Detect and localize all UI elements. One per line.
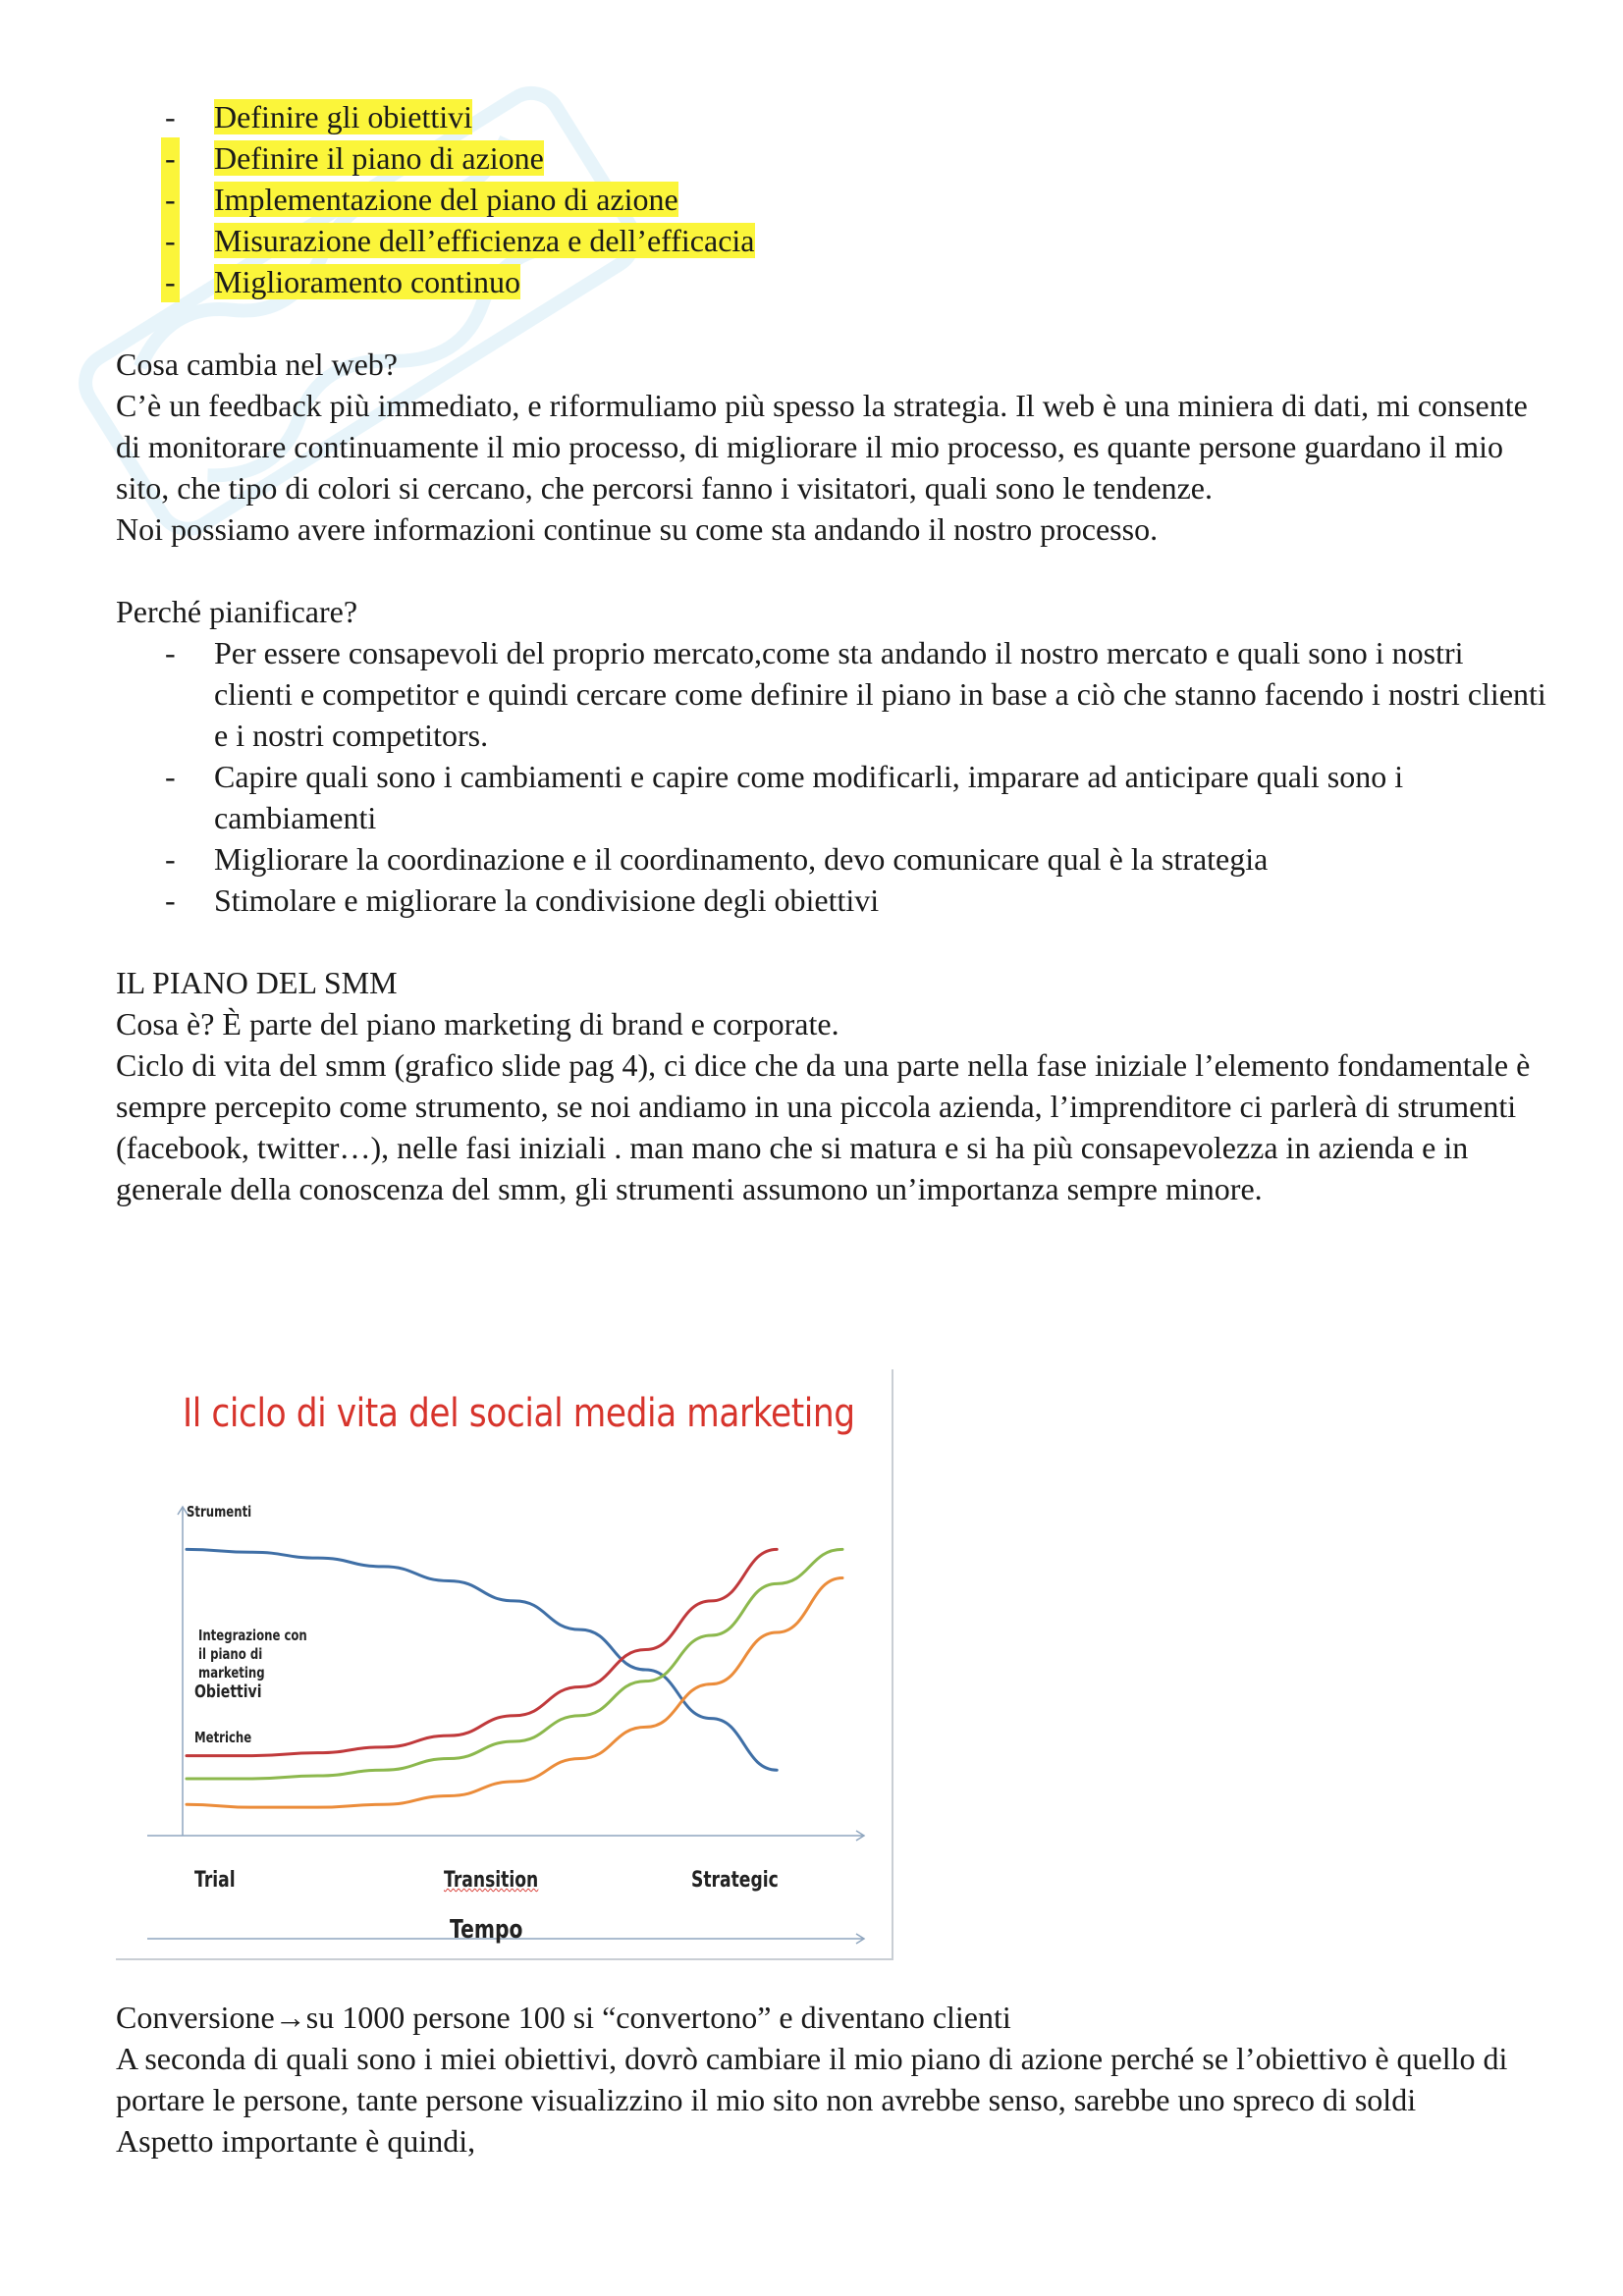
- list-item: [116, 137, 1549, 179]
- conversion-section: [116, 1997, 1549, 2162]
- plan-question: Perché pianificare?: [116, 594, 358, 629]
- x-tick-label: Transition: [444, 1868, 539, 1893]
- list-item: [116, 179, 1549, 220]
- step-text: Misurazione dell’efficienza e dell’efficacia: [214, 223, 755, 258]
- bullet-dash: -: [165, 882, 176, 918]
- bullet-dash: -: [165, 635, 176, 670]
- series-line-3: [187, 1578, 842, 1808]
- step-text: Miglioramento continuo: [214, 264, 520, 299]
- conversion-line-2: A seconda di quali sono i miei obiettivi, dovrò cambiare il mio piano di azione perché se l’obiettivo è quello di portare le persone, tante persone visualizzino il mio sito non avrebbe senso, sarebbe uno spreco di soldi: [116, 2041, 1508, 2117]
- bullet-dash: -: [165, 99, 176, 134]
- smm-line-2: Ciclo di vita del smm (grafico slide pag 4), ci dice che da una parte nella fase iniziale l’elemento fondamentale è sempre percepito come strumento, se noi andiamo in una piccola azienda, l’imprenditore ci parlerà di strumenti (facebook, twitter…), nelle fasi iniziali . man mano che si matura e si ha più consapevolezza in azienda e in generale della conoscenza del smm, gli strumenti assumono un’importanza sempre minore.: [116, 1047, 1531, 1206]
- steps-section: [116, 96, 1549, 1209]
- x-tick-label: Strategic: [691, 1868, 779, 1893]
- smm-heading: IL PIANO DEL SMM: [116, 965, 398, 1000]
- x-tick-label: Trial: [194, 1868, 236, 1893]
- x-axis-label: Tempo: [450, 1915, 523, 1945]
- chart-title: Il ciclo di vita del social media marketing: [183, 1391, 855, 1436]
- legend-label-integrazione: Integrazione con il piano di marketing: [198, 1627, 307, 1682]
- step-text: Definire gli obiettivi: [214, 99, 473, 134]
- arrow-right-icon: →: [274, 2000, 306, 2035]
- legend-label-obiettivi: Obiettivi: [194, 1682, 262, 1702]
- smm-line-1: Cosa è? È parte del piano marketing di brand e corporate.: [116, 1006, 839, 1041]
- list-item: [116, 632, 1549, 756]
- plan-item-text: Stimolare e migliorare la condivisione degli obiettivi: [214, 882, 880, 918]
- bullet-dash: -: [165, 759, 176, 794]
- legend-label-strumenti: Strumenti: [187, 1503, 252, 1521]
- bullet-dash: -: [161, 179, 180, 220]
- web-question: Cosa cambia nel web?: [116, 347, 398, 382]
- bullet-dash: -: [161, 137, 180, 179]
- bullet-dash: -: [165, 841, 176, 877]
- plan-item-text: Migliorare la coordinazione e il coordinamento, devo comunicare qual è la strategia: [214, 841, 1269, 877]
- conversion-line: [116, 1997, 1549, 2038]
- list-item: [116, 880, 1549, 921]
- step-text: Implementazione del piano di azione: [214, 182, 678, 217]
- conversion-rest: su 1000 persone 100 si “convertono” e diventano clienti: [305, 2000, 1011, 2035]
- plan-list: [116, 632, 1549, 921]
- list-item: [116, 220, 1549, 261]
- web-body-2: Noi possiamo avere informazioni continue su come sta andando il nostro processo.: [116, 511, 1159, 547]
- conversion-prefix: Conversione: [116, 2000, 275, 2035]
- legend-label-metriche: Metriche: [194, 1729, 252, 1746]
- conversion-line-3: Aspetto importante è quindi,: [116, 2123, 476, 2159]
- list-item: [116, 96, 1549, 137]
- list-item: [116, 756, 1549, 838]
- list-item: [116, 838, 1549, 880]
- list-item: [116, 261, 1549, 302]
- step-text: Definire il piano di azione: [214, 140, 544, 176]
- bullet-dash: -: [161, 220, 180, 261]
- plan-item-text: Capire quali sono i cambiamenti e capire come modificarli, imparare ad anticipare quali sono i cambiamenti: [214, 759, 1404, 835]
- lifecycle-chart: [116, 1369, 893, 1960]
- plan-item-text: Per essere consapevoli del proprio mercato,come sta andando il nostro mercato e quali sono i nostri clienti e competitor e quindi cercare come definire il piano in base a ciò che stanno facendo i nostri clienti e i nostri competitors.: [214, 635, 1546, 753]
- steps-list: [116, 96, 1549, 302]
- bullet-dash: -: [161, 261, 180, 302]
- web-body: C’è un feedback più immediato, e riformuliamo più spesso la strategia. Il web è una miniera di dati, mi consente di monitorare continuamente il mio processo, di migliorare il mio processo, es quante persone guardano il mio sito, che tipo di colori si cercano, che percorsi fanno i visitatori, quali sono le tendenze.: [116, 388, 1528, 506]
